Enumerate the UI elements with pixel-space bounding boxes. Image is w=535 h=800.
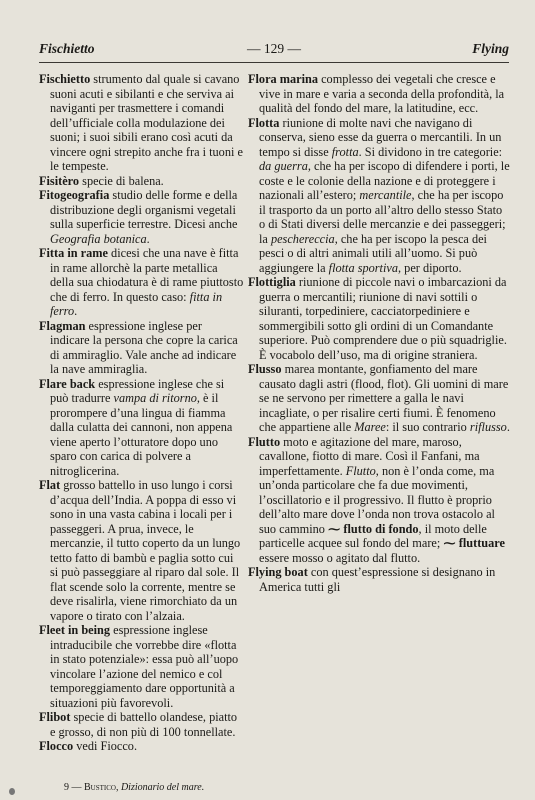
- entry-text: specie di balena.: [79, 173, 164, 188]
- left-column: [39, 72, 244, 754]
- entry-headword: Flare back: [39, 376, 96, 391]
- entry-text: , che ha per iscopo di difendere i porti, le coste e le colonie della nazione e di proteggere i nazionali all’estero;: [259, 159, 510, 202]
- entry-emphasis: ⁓ flutto di fondo: [328, 521, 419, 536]
- right-column: [248, 72, 510, 594]
- entry-headword: Flocco: [39, 739, 74, 753]
- entry-text: : il suo contrario: [385, 420, 470, 434]
- entry-text: .: [506, 420, 510, 434]
- footer-author: Bustico: [84, 782, 116, 793]
- footer-title: Dizionario del mare.: [120, 782, 205, 793]
- entry-emphasis: Maree: [354, 420, 386, 434]
- entry-headword: Fischietto: [39, 72, 91, 86]
- entry-headword: Fitogeografia: [39, 188, 110, 202]
- dictionary-entry: [39, 188, 244, 246]
- dictionary-entry: [39, 377, 244, 479]
- dictionary-entry: [248, 362, 510, 435]
- dictionary-entry: [39, 478, 244, 623]
- dictionary-entry: [248, 72, 510, 116]
- dictionary-entry: [248, 275, 510, 362]
- entry-headword: Flying boat: [248, 565, 308, 579]
- entry-emphasis: peschereccia: [270, 231, 335, 246]
- dictionary-entry: [248, 435, 510, 566]
- entry-headword: Flutto: [248, 434, 281, 449]
- dictionary-entry: [39, 710, 244, 739]
- entry-headword: Flottiglia: [248, 275, 296, 289]
- page-footer: 9 — Bustico, Dizionario del mare.: [64, 782, 205, 793]
- entry-headword: Flat: [39, 478, 61, 492]
- entry-emphasis: frotta: [331, 144, 359, 159]
- entry-text: riunione di piccole navi o imbarcazioni da guerra o mercantili; riunione di navi sottili o siluranti, torpediniere, cacciatorpediniere e sommergibili sotto gli ordini di un Comandante superiore. Può comprendere due o più squadriglie. È vocabolo dell’uso, ma di origine straniera.: [259, 275, 507, 362]
- entry-emphasis: Flutto: [345, 463, 376, 478]
- entry-text: , che ha per iscopo il trasporto da un porto all’altro dello stesso Stato o di Stati diversi delle mercanzie e dei passeggeri; la: [259, 188, 506, 246]
- page-number: — 129 —: [247, 41, 301, 56]
- entry-headword: Flora marina: [248, 72, 319, 86]
- dictionary-entry: [39, 174, 244, 189]
- header-first-word: Fischietto: [39, 41, 95, 56]
- running-header: [39, 41, 509, 61]
- entry-text: .: [146, 231, 150, 246]
- dictionary-entry: [39, 319, 244, 377]
- entry-text: espressione inglese intraducibile che vorrebbe dire «flotta in stato potenziale»: essa può all’uopo vincolare l’azione del nemico e col temporeggiamento dare opportunità a situazioni più favorevoli.: [50, 623, 239, 710]
- entry-headword: Flibot: [39, 710, 71, 724]
- entry-headword: Flotta: [248, 115, 280, 130]
- dictionary-entry: [39, 623, 244, 710]
- entry-headword: Flusso: [248, 362, 282, 376]
- entry-emphasis: Geografia botanica: [50, 231, 147, 246]
- entry-emphasis: riflusso: [469, 420, 507, 434]
- dictionary-entry: [248, 565, 510, 594]
- entry-emphasis: vampa di ritorno: [113, 391, 197, 405]
- entry-text: grosso battello in uso lungo i corsi d’acqua dell’India. A poppa di esso vi sono in una vasta cabina i locali per i passeggeri. A prua, invece, le mercanzie, il tutto coperto da un lungo tetto fatto di bambù e paglia sotto cui si può passeggiare al riparo dal sole. Il flat scende solo la corrente, mentre se deve risalirla, viene rimorchiato da un vapore o tirato con l’alzaia.: [50, 478, 241, 623]
- entry-text: .: [74, 304, 78, 318]
- entry-text: essere mosso o agitato dal flutto.: [259, 550, 421, 565]
- entry-text: strumento dal quale si cavano suoni acuti e sibilanti e che serviva ai naviganti per trasmettere i comandi dell’ufficiale colla modulazione dei suoni; i suoi sibili erano così acuti da vincere ogni strepito anche fra i tuoni e le tempeste.: [50, 72, 243, 173]
- entry-text: vedi Fiocco.: [73, 739, 138, 753]
- entry-text: , che ha per iscopo la pesca dei pesci o di altri animali utili all’uomo. Si può aggiungere la: [259, 231, 487, 275]
- entry-text: espressione inglese che si può tradurre: [50, 376, 225, 405]
- entry-text: . Si dividono in tre categorie:: [358, 144, 503, 159]
- entry-text: complesso dei vegetali che cresce e vive in mare e varia a seconda della profondità, la qualità del fondo del mare, la latitudine, ecc.: [259, 72, 505, 115]
- entry-headword: Fisitèro: [39, 173, 80, 188]
- header-last-word: Flying: [472, 41, 509, 56]
- entry-text: specie di battello olandese, piatto e grosso, di non più di 100 tonnellate.: [50, 710, 238, 739]
- dictionary-entry: [39, 739, 244, 754]
- footer-signature: 9 —: [64, 782, 82, 793]
- entry-text: riunione di molte navi che navigano di conserva, sieno esse da guerra o mercantili. In un tempo si disse: [259, 115, 502, 159]
- entry-text: studio delle forme e della distribuzione degli organismi vegetali sulla superficie terrestre. Dicesi anche: [50, 188, 238, 231]
- entry-text: con quest’espressione si designano in America tutti gli: [259, 565, 496, 594]
- entry-emphasis: da guerra: [259, 159, 308, 173]
- entry-emphasis: ⁓ fluttuare: [443, 536, 505, 550]
- entry-text: , non è l’onda come, ma un’onda particolare che fa due movimenti, l’oscillatorio e il progressivo. Il flutto è proprio dell’alto mare dove l’onda non trova ostacolo al suo cammino: [259, 463, 495, 536]
- entry-text: espressione inglese per indicare la persona che copre la carica di ammiraglio. Vale anche ad indicare la nave ammiraglia.: [50, 318, 238, 376]
- entry-text: marea montante, gonfiamento del mare causato dagli astri (flood, flot). Gli uomini di mare se ne servono per rimettere a galla le navi incagliate, o per risalire certi fiumi. È fenomeno che appartiene alle: [259, 362, 509, 434]
- entry-emphasis: fitta in ferro: [50, 289, 223, 318]
- entry-headword: Fitta in rame: [39, 246, 108, 260]
- entry-text: , per diporto.: [398, 260, 462, 275]
- dictionary-entry: [39, 246, 244, 319]
- entry-emphasis: flotta sportiva: [328, 260, 399, 275]
- header-rule: [39, 62, 509, 63]
- entry-headword: Flagman: [39, 318, 86, 333]
- entry-text: moto e agitazione del mare, maroso, cavallone, fiotto di mare. Così il Fanfani, ma imperfettamente.: [259, 434, 480, 478]
- dictionary-entry: [39, 72, 244, 174]
- entry-emphasis: mercantile: [359, 188, 412, 202]
- entry-headword: Fleet in being: [39, 623, 111, 637]
- entry-text: , il moto delle particelle acquee sul fondo del mare;: [259, 521, 487, 550]
- dictionary-entry: [248, 116, 510, 276]
- entry-text: , è il prorompere d’una lingua di fiamma dalla culatta dei cannoni, non appena viene aperto l’otturatore dopo uno sparo con carica di polvere a nitroglicerina.: [50, 391, 233, 478]
- entry-text: dicesi che una nave è fitta in rame allorchè la parte metallica della sua chiodatura è di rame piuttosto che di ferro. In questo caso:: [50, 246, 244, 304]
- margin-dot: [9, 788, 15, 795]
